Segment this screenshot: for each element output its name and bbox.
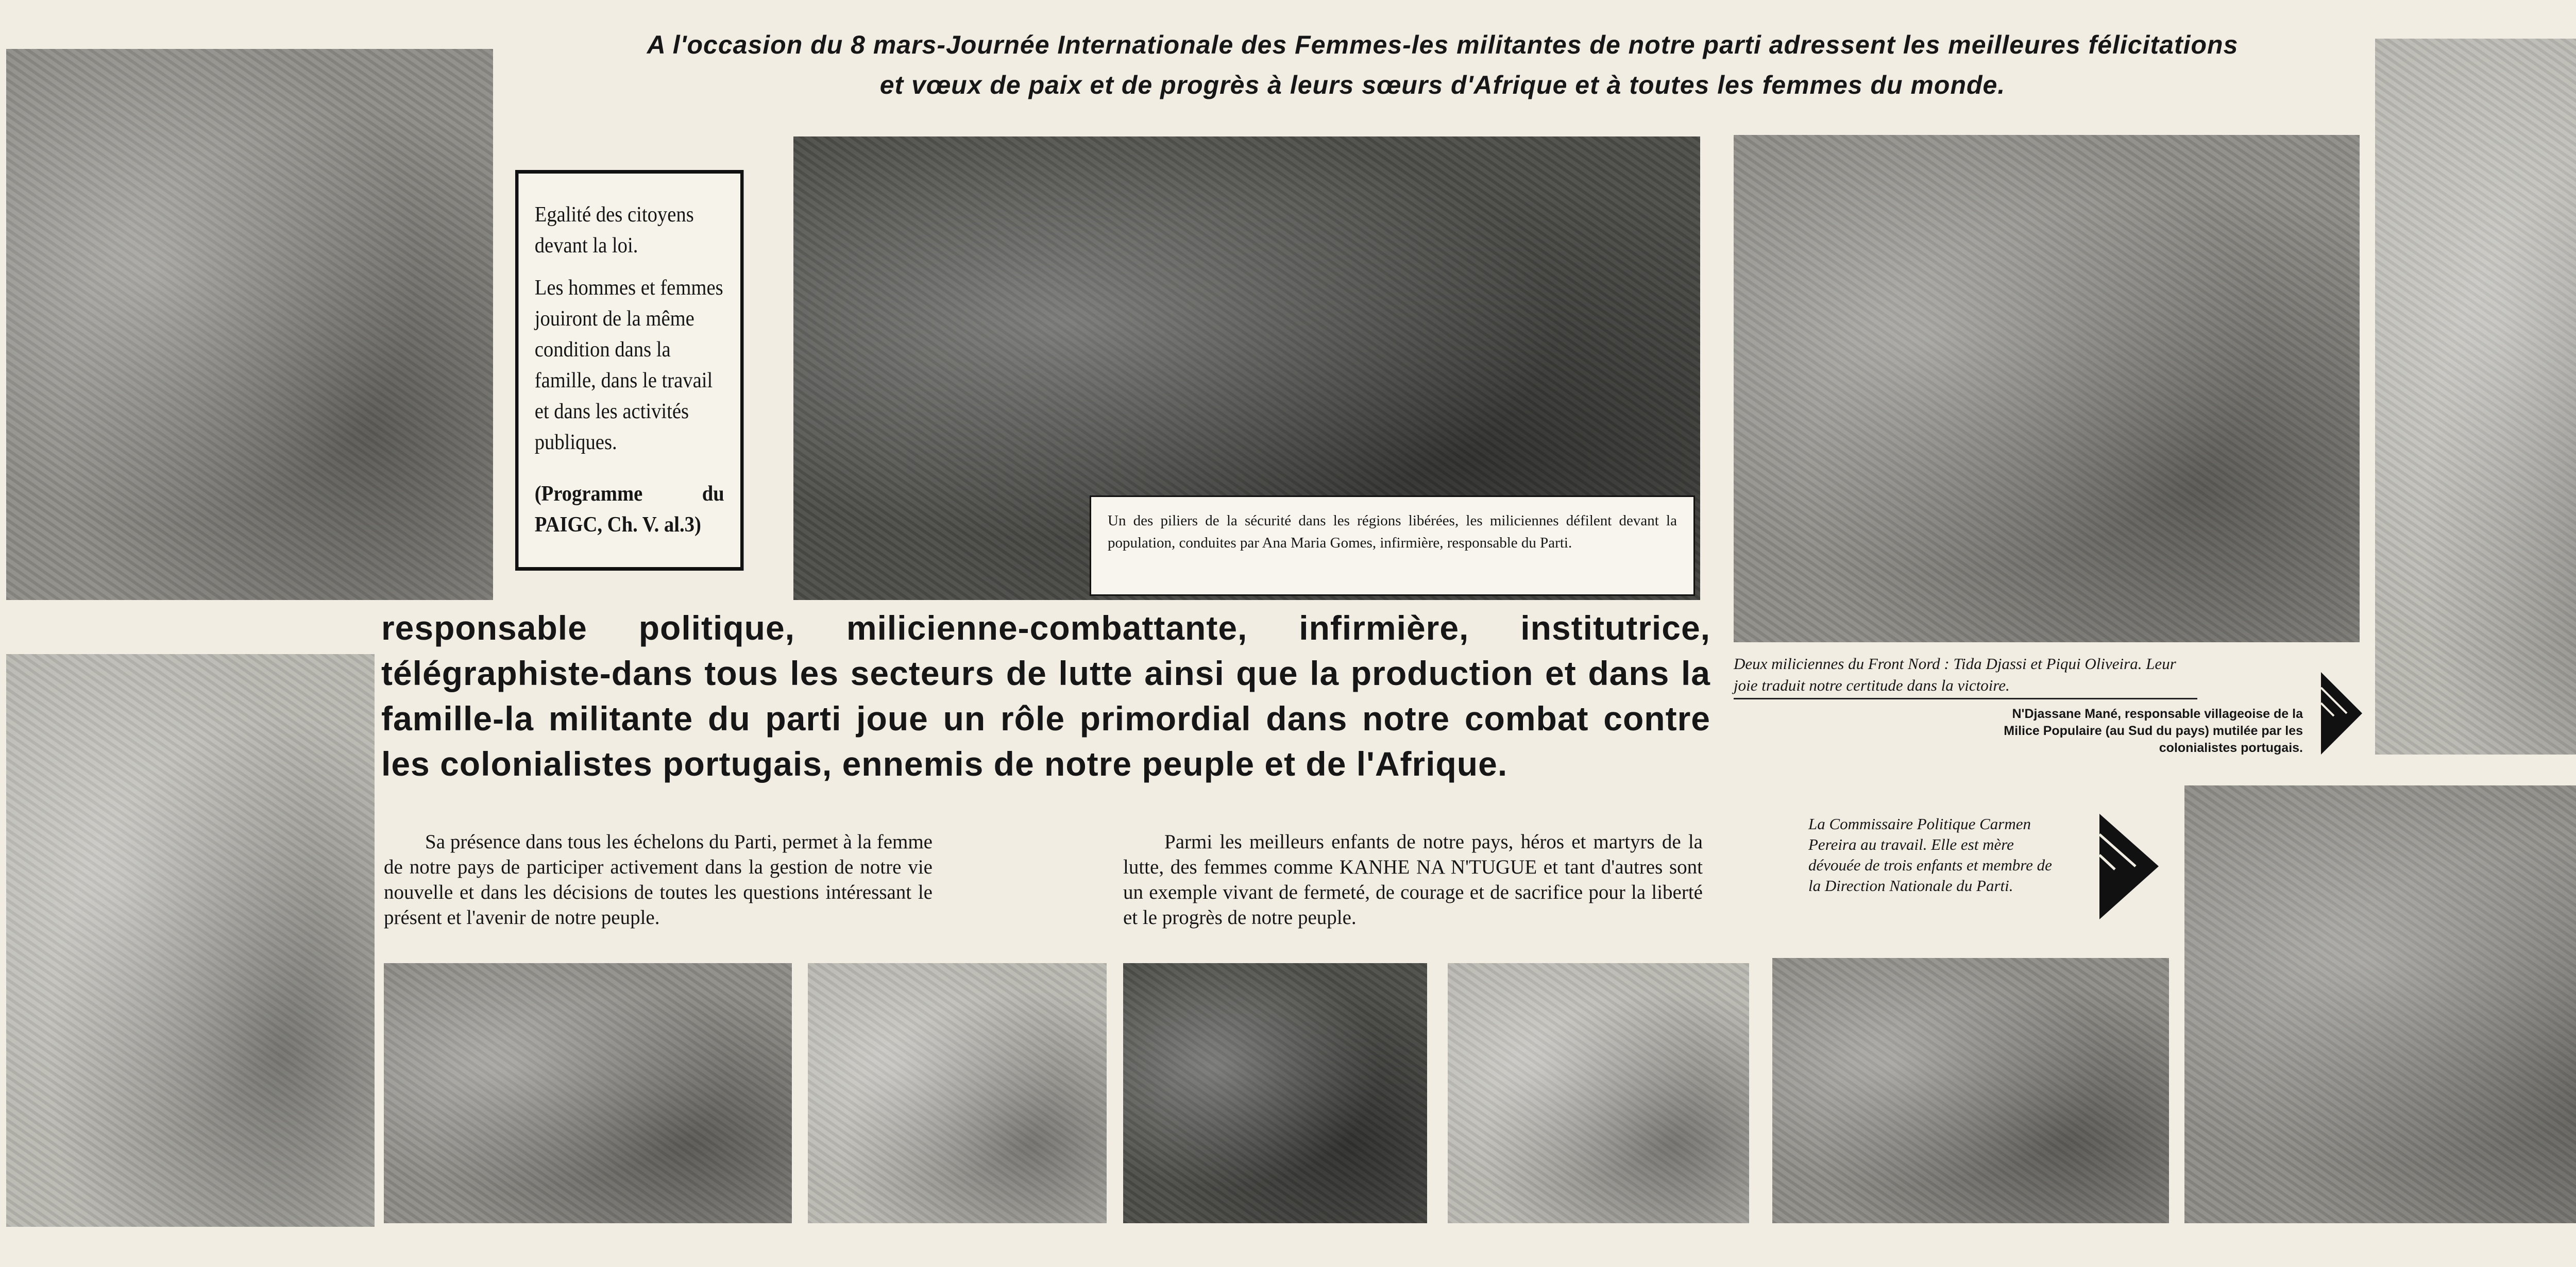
photo-telegraphist xyxy=(1123,963,1427,1223)
quote-paragraph-1: Egalité des citoyens devant la loi. xyxy=(534,203,694,258)
photo-commissaire-working xyxy=(1772,958,2169,1223)
photo-group-seated xyxy=(2184,785,2576,1223)
headline-line-1: A l'occasion du 8 mars-Journée Internationale des Femmes-les militantes de notre parti adressent les meilleures félicitations xyxy=(647,30,2239,59)
caption-march: Un des piliers de la sécurité dans les régions libérées, les miliciennes défilent devant la population, conduites par Ana Maria Gomes, infirmière, responsable du Parti. xyxy=(1090,495,1695,596)
caption-divider xyxy=(1734,698,2197,699)
photo-meeting-crowd xyxy=(384,963,792,1223)
arrow-right-icon xyxy=(2099,814,2159,919)
main-statement: responsable politique, milicienne-combattante, infirmière, institutrice, télégraphiste-dans tous les secteurs de lutte ainsi que la production et dans la famille-la militante du parti joue un rôle primordial dans notre combat contre les colonialistes portugais, ennemis de notre peuple et de l'Afrique. xyxy=(381,609,1710,783)
photo-woman-rice-field xyxy=(6,654,375,1227)
photo-two-militia-women xyxy=(1734,135,2360,642)
caption-mane: N'Djassane Mané, responsable villageoise de la Milice Populaire (au Sud du pays) mutilée par les colonialistes portugais. xyxy=(2004,707,2303,755)
headline-line-2: et vœux de paix et de progrès à leurs sœurs d'Afrique et à toutes les femmes du monde. xyxy=(879,71,2006,99)
text-column-left: Sa présence dans tous les échelons du Parti, permet à la femme de notre pays de participer activement dans la gestion de notre vie nouvelle et dans les décisions de toutes les questions intéressant le présent et l'avenir de notre peuple. xyxy=(384,831,933,929)
quote-paragraph-2: Les hommes et femmes jouiront de la même condition dans la famille, dans le travail et dans les activités publiques. xyxy=(534,276,723,454)
text-column-right: Parmi les meilleurs enfants de notre pays, héros et martyrs de la lutte, des femmes comme KANHE NA N'TUGUE et tant d'autres sont un exemple vivant de fermeté, de courage et de sacrifice pour la liberté et le progrès de notre peuple. xyxy=(1123,831,1703,929)
headline xyxy=(515,25,2370,105)
photo-women-working xyxy=(808,963,1107,1223)
photo-mother-child xyxy=(6,49,493,600)
photo-woman-crutches xyxy=(2375,39,2576,755)
arrow-right-icon xyxy=(2321,672,2362,755)
caption-front-nord: Deux miliciennes du Front Nord : Tida Djassi et Piqui Oliveira. Leur joie traduit notre certitude dans la victoire. xyxy=(1734,655,2176,694)
quote-source: (Programme du PAIGC, Ch. V. al.3) xyxy=(534,482,724,537)
caption-commissaire: La Commissaire Politique Carmen Pereira au travail. Elle est mère dévouée de trois enfants et membre de la Direction Nationale du Parti. xyxy=(1808,815,2052,895)
program-quote-box xyxy=(515,170,743,571)
photo-nurses xyxy=(1448,963,1749,1223)
